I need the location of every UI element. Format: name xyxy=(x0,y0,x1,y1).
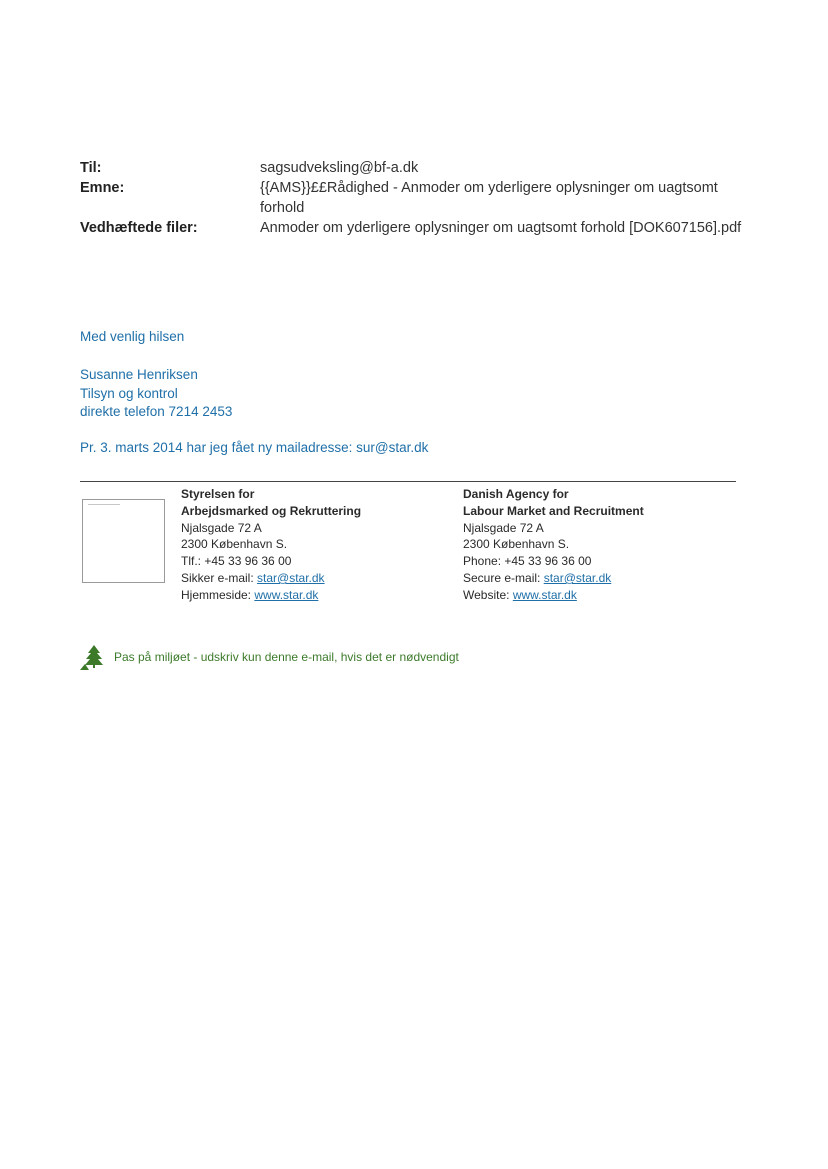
to-label: Til: xyxy=(80,160,102,176)
city: 2300 København S. xyxy=(181,537,288,552)
web-label: Hjemmeside: xyxy=(181,587,255,602)
footer-divider xyxy=(80,481,736,482)
signature-block xyxy=(80,366,232,422)
email-header xyxy=(80,158,780,238)
address-danish xyxy=(181,486,361,604)
org-name-line1: Styrelsen for xyxy=(181,487,255,501)
logo-mark xyxy=(88,504,120,505)
org-name-line2: Arbejdsmarked og Rekruttering xyxy=(181,503,362,518)
email-link[interactable]: star@star.dk xyxy=(543,570,612,585)
attachments-row xyxy=(80,218,780,238)
city: 2300 København S. xyxy=(463,537,570,552)
email-link[interactable]: star@star.dk xyxy=(257,570,325,585)
logo-placeholder xyxy=(82,499,165,583)
to-value: sagsudveksling@bf-a.dk xyxy=(260,160,419,176)
email-label: Sikker e-mail: xyxy=(181,570,258,585)
subject-value: {{AMS}}££Rådighed - Anmoder om yderligere oplysninger om uagtsomt forhold xyxy=(260,180,718,216)
subject-row xyxy=(80,178,780,218)
attachments-value: Anmoder om yderligere oplysninger om uagtsomt forhold [DOK607156].pdf xyxy=(260,220,742,236)
to-row xyxy=(80,158,780,178)
phone: Phone: +45 33 96 36 00 xyxy=(463,554,592,569)
sender-name: Susanne Henriksen xyxy=(80,367,198,382)
email-line xyxy=(463,570,644,587)
attachments-label: Vedhæftede filer: xyxy=(80,220,198,236)
org-name-line1: Danish Agency for xyxy=(463,487,569,501)
greeting: Med venlig hilsen xyxy=(80,329,185,344)
street: Njalsgade 72 A xyxy=(463,520,544,535)
eco-notice-text: Pas på miljøet - udskriv kun denne e-mail, hvis det er nødvendigt xyxy=(114,650,459,664)
phone: Tlf.: +45 33 96 36 00 xyxy=(181,554,292,569)
email-line xyxy=(181,570,361,587)
new-email-notice: Pr. 3. marts 2014 har jeg fået ny mailadresse: sur@star.dk xyxy=(80,440,429,455)
website-link[interactable]: www.star.dk xyxy=(512,587,577,602)
web-label: Website: xyxy=(463,587,513,602)
web-line xyxy=(463,587,644,604)
sender-department: Tilsyn og kontrol xyxy=(80,385,178,401)
address-english xyxy=(463,486,644,604)
eco-notice xyxy=(80,643,459,671)
street: Njalsgade 72 A xyxy=(181,520,262,535)
subject-label: Emne: xyxy=(80,180,125,196)
email-label: Secure e-mail: xyxy=(463,570,544,585)
tree-icon xyxy=(80,643,108,671)
website-link[interactable]: www.star.dk xyxy=(254,587,319,602)
sender-phone: direkte telefon 7214 2453 xyxy=(80,404,233,419)
web-line xyxy=(181,587,361,604)
org-name-line2: Labour Market and Recruitment xyxy=(463,503,644,518)
